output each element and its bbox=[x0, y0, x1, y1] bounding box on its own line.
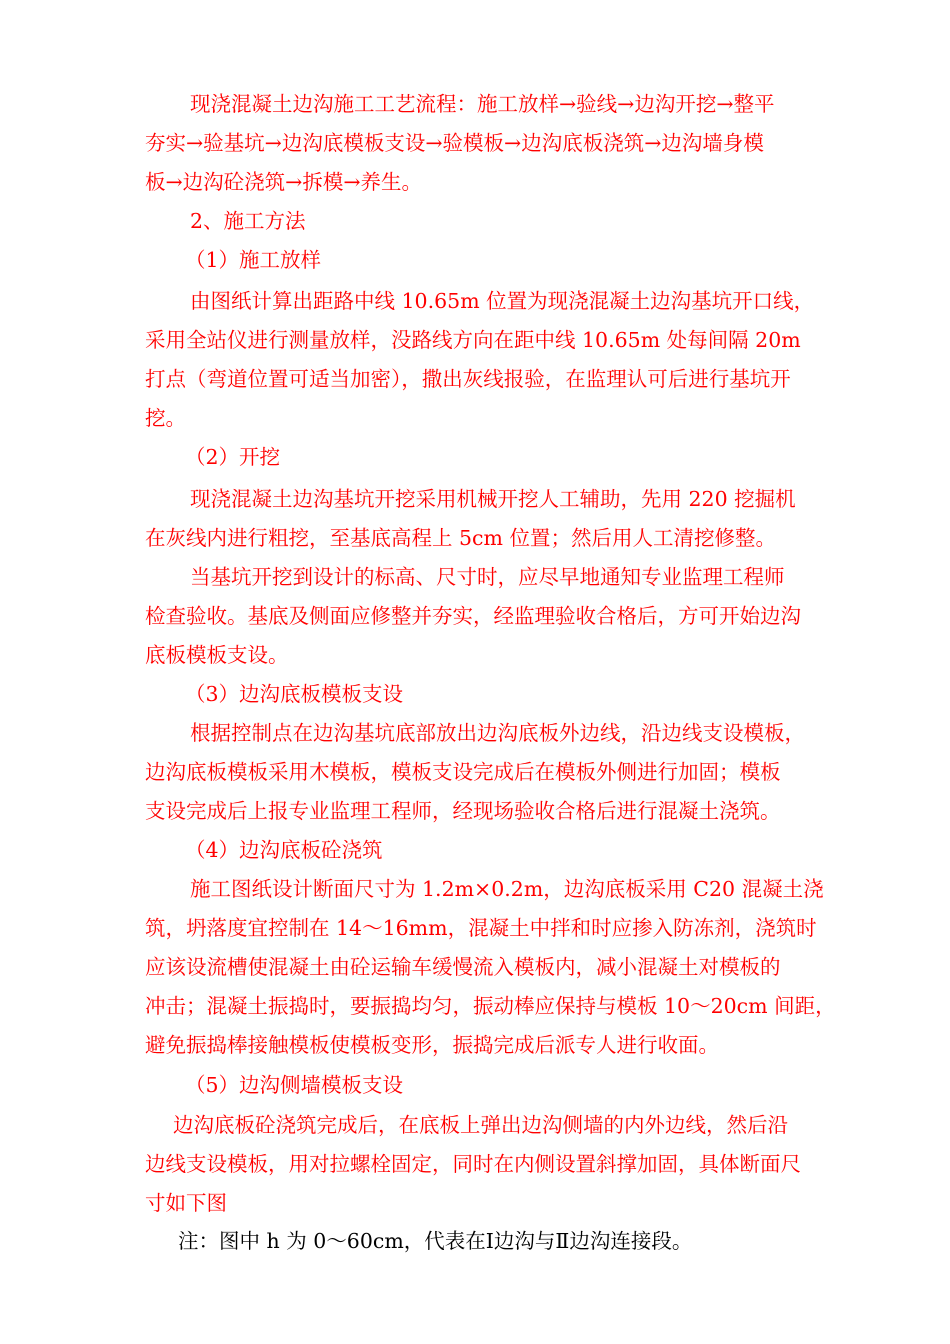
text-line: 施工图纸设计断面尺寸为 1.2m×0.2m，边沟底板采用 C20 混凝土浇 bbox=[190, 877, 824, 901]
text-line: （4）边沟底板砼浇筑 bbox=[185, 838, 383, 862]
excavation-paragraph-2 bbox=[145, 558, 845, 675]
text-line: 寸如下图 bbox=[145, 1191, 227, 1215]
text-line: 采用全站仪进行测量放样，没路线方向在距中线 10.65m 处每间隔 20m bbox=[145, 328, 801, 352]
text-line: 边线支设模板，用对拉螺栓固定，同时在内侧设置斜撑加固，具体断面尺 bbox=[145, 1152, 801, 1176]
text-line: 夯实→验基坑→边沟底模板支设→验模板→边沟底板浇筑→边沟墙身模 bbox=[145, 131, 764, 155]
text-line: 根据控制点在边沟基坑底部放出边沟底板外边线，沿边线支设模板， bbox=[190, 721, 805, 745]
text-line: （2）开挖 bbox=[185, 445, 281, 469]
text-line: 打点（弯道位置可适当加密），撒出灰线报验，在监理认可后进行基坑开 bbox=[145, 367, 791, 391]
pouring-paragraph bbox=[145, 870, 845, 1065]
text-line: 当基坑开挖到设计的标高、尺寸时，应尽早地通知专业监理工程师 bbox=[190, 565, 785, 589]
note-paragraph bbox=[145, 1222, 845, 1261]
text-line: 现浇混凝土边沟施工工艺流程：施工放样→验线→边沟开挖→整平 bbox=[190, 92, 775, 116]
text-line: 板→边沟砼浇筑→拆模→养生。 bbox=[145, 170, 423, 194]
text-line: 现浇混凝土边沟基坑开挖采用机械开挖人工辅助，先用 220 挖掘机 bbox=[190, 487, 796, 511]
text-line: 筑，坍落度宜控制在 14～16mm，混凝土中拌和时应掺入防冻剂，浇筑时 bbox=[145, 916, 817, 940]
text-line: 冲击；混凝土振捣时，要振捣均匀，振动棒应保持与模板 10～20cm 间距， bbox=[145, 994, 836, 1018]
text-line: 支设完成后上报专业监理工程师，经现场验收合格后进行混凝土浇筑。 bbox=[145, 799, 781, 823]
text-line: （1）施工放样 bbox=[185, 248, 322, 272]
section-heading-construction-method bbox=[145, 202, 845, 241]
subheading-bottom-pouring bbox=[145, 831, 845, 870]
text-line: 避免振捣棒接触模板使模板变形，振捣完成后派专人进行收面。 bbox=[145, 1033, 719, 1057]
subheading-bottom-formwork bbox=[145, 675, 845, 714]
text-line: 底板模板支设。 bbox=[145, 643, 289, 667]
subheading-sidewall-formwork bbox=[145, 1066, 845, 1105]
sidewall-paragraph bbox=[145, 1106, 845, 1223]
text-line: 由图纸计算出距路中线 10.65m 位置为现浇混凝土边沟基坑开口线， bbox=[190, 289, 815, 313]
text-line: 检查验收。基底及侧面应修整并夯实，经监理验收合格后，方可开始边沟 bbox=[145, 604, 801, 628]
excavation-paragraph-1 bbox=[145, 480, 845, 558]
formwork-paragraph bbox=[145, 714, 845, 831]
text-line: 注：图中 h 为 0～60cm，代表在Ⅰ边沟与Ⅱ边沟连接段。 bbox=[178, 1229, 693, 1253]
text-line: （5）边沟侧墙模板支设 bbox=[185, 1073, 404, 1097]
process-flow-paragraph bbox=[145, 85, 845, 202]
text-line: 在灰线内进行粗挖，至基底高程上 5cm 位置；然后用人工清挖修整。 bbox=[145, 526, 776, 550]
text-line: 挖。 bbox=[145, 406, 186, 430]
subheading-staking bbox=[145, 241, 845, 280]
text-line: 边沟底板模板采用木模板，模板支设完成后在模板外侧进行加固；模板 bbox=[145, 760, 781, 784]
text-line: 边沟底板砼浇筑完成后，在底板上弹出边沟侧墙的内外边线，然后沿 bbox=[173, 1113, 788, 1137]
staking-paragraph bbox=[145, 282, 845, 438]
text-line: 2、施工方法 bbox=[190, 209, 306, 233]
subheading-excavation bbox=[145, 438, 845, 477]
text-line: （3）边沟底板模板支设 bbox=[185, 682, 404, 706]
text-line: 应该设流槽使混凝土由砼运输车缓慢流入模板内，减小混凝土对模板的 bbox=[145, 955, 781, 979]
